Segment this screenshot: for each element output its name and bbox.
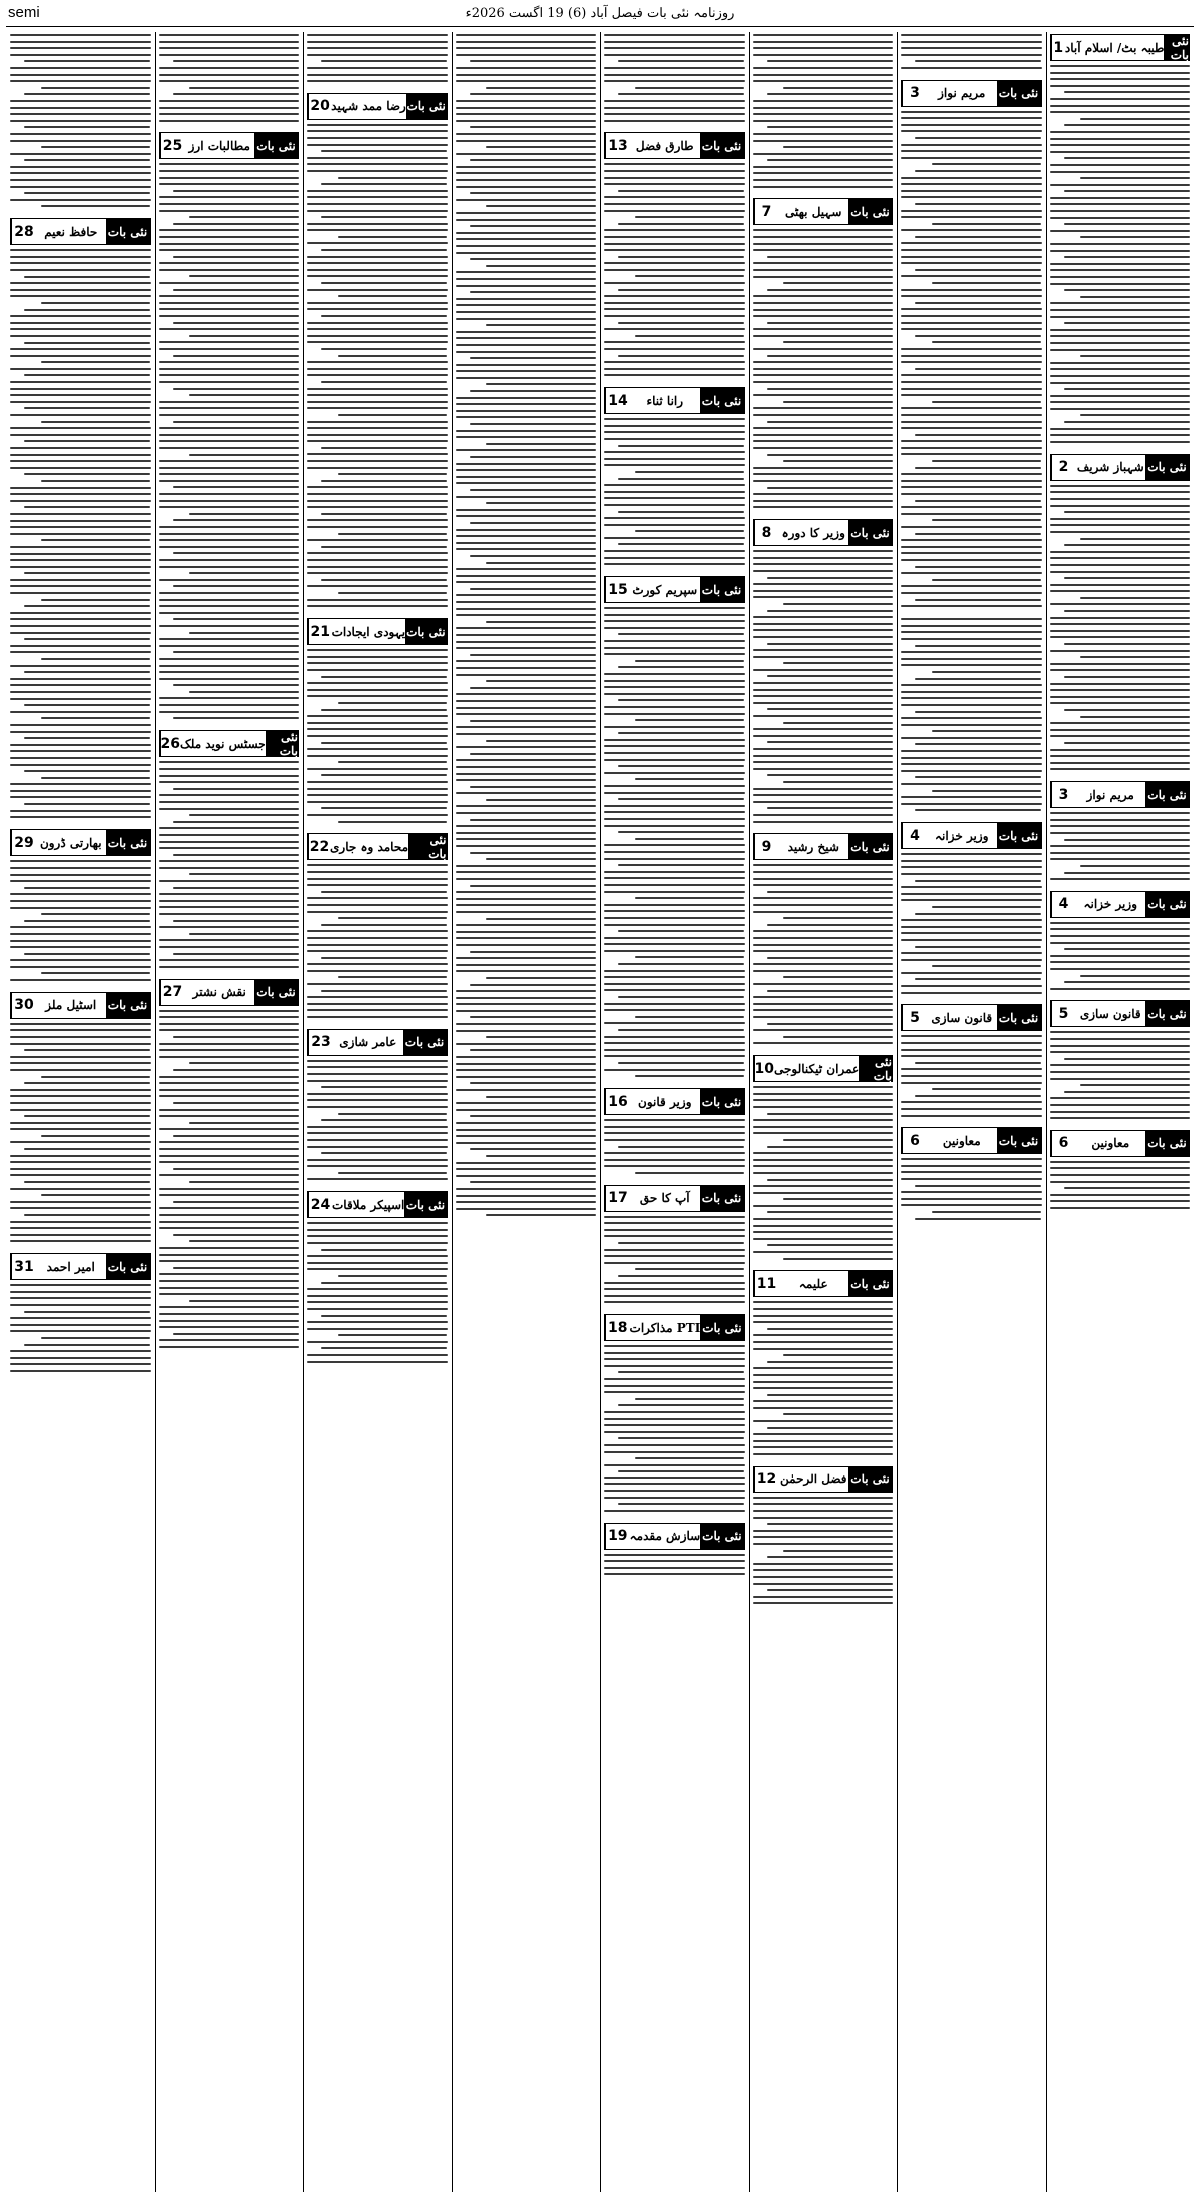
brand-label: نئی بات <box>700 1315 743 1340</box>
story-number: 13 <box>605 133 630 158</box>
story-number: 25 <box>160 133 185 158</box>
brand-label: نئی بات <box>700 388 744 413</box>
story-body-text <box>456 34 597 1221</box>
brand-label: نئی بات <box>848 199 892 224</box>
story-body-text <box>1050 1161 1191 1214</box>
story-number: 4 <box>902 823 927 848</box>
story-header[interactable] <box>1050 1000 1191 1027</box>
story-header[interactable] <box>753 198 894 225</box>
story-byline: اسٹیل ملز <box>45 998 97 1013</box>
brand-label: نئی بات <box>254 133 298 158</box>
story-body-text <box>307 1060 448 1185</box>
story-number: 19 <box>605 1524 630 1549</box>
story-header[interactable] <box>10 829 151 856</box>
story-number: 1 <box>1051 35 1065 60</box>
story-byline: وزیر خزانہ <box>1083 897 1137 912</box>
story-body-text <box>604 418 745 570</box>
story-byline: قانون سازی <box>1079 1006 1141 1021</box>
story-byline: جسٹس نوید ملک <box>179 736 266 751</box>
story-number: 2 <box>1051 455 1076 480</box>
story-header[interactable] <box>901 80 1042 107</box>
story-number: 30 <box>11 993 36 1018</box>
story-header[interactable] <box>307 833 448 860</box>
story-body-text <box>10 860 151 985</box>
story-header[interactable] <box>753 1270 894 1297</box>
story-body-text <box>159 163 300 723</box>
story-body-text <box>159 761 300 972</box>
story-byline: سازش مقدمہ <box>629 1529 701 1544</box>
story-body-text <box>1050 65 1191 447</box>
brand-label: نئی بات <box>859 1056 892 1081</box>
story-body-text <box>307 124 448 612</box>
news-column <box>600 32 749 2192</box>
story-number: 28 <box>11 219 36 244</box>
story-byline: علیمہ <box>798 1276 828 1291</box>
story-body-text <box>159 34 300 126</box>
story-header[interactable] <box>901 822 1042 849</box>
story-number: 3 <box>1051 782 1076 807</box>
brand-label: نئی بات <box>405 619 446 644</box>
page-dateline: روزنامہ نئی بات فیصل آباد (6) 19 اگست 2026ء <box>465 6 735 21</box>
story-number: 6 <box>902 1128 927 1153</box>
brand-label: نئی بات <box>408 834 447 859</box>
story-header[interactable] <box>901 1127 1042 1154</box>
story-body-text <box>10 1023 151 1247</box>
story-number: 12 <box>754 1467 779 1492</box>
story-byline: مریم نواز <box>1086 787 1134 802</box>
story-header[interactable] <box>753 1055 894 1082</box>
story-number: 15 <box>605 577 630 602</box>
brand-label: نئی بات <box>404 1192 446 1217</box>
story-number: 29 <box>11 830 36 855</box>
brand-label: نئی بات <box>997 1005 1041 1030</box>
story-number: 31 <box>11 1254 36 1279</box>
story-byline: محامد وہ جاری <box>330 839 408 854</box>
story-number: 21 <box>308 619 332 644</box>
story-byline: شہباز شریف <box>1076 460 1144 475</box>
story-byline: اسپیکر ملاقات <box>332 1197 405 1212</box>
story-header[interactable] <box>1050 34 1191 61</box>
story-body-text <box>901 111 1042 612</box>
brand-label: نئی بات <box>997 1128 1041 1153</box>
brand-label: نئی بات <box>106 219 150 244</box>
story-byline: طیبہ بٹ/ اسلام آباد <box>1064 40 1165 55</box>
brand-label: نئی بات <box>1145 455 1189 480</box>
story-byline: نقش نشتر <box>192 985 246 1000</box>
story-byline: عامر شازی <box>339 1035 397 1050</box>
story-body-text <box>753 1497 894 1609</box>
story-number: 22 <box>308 834 330 859</box>
story-body-text <box>307 649 448 827</box>
story-body-text <box>604 163 745 381</box>
story-byline: سہیل بھٹی <box>785 204 842 219</box>
story-number: 11 <box>754 1271 779 1296</box>
brand-label: نئی بات <box>700 133 744 158</box>
story-body-text <box>10 34 151 212</box>
brand-label: نئی بات <box>700 577 744 602</box>
brand-label: نئی بات <box>1145 782 1189 807</box>
story-number: 18 <box>605 1315 630 1340</box>
brand-label: نئی بات <box>106 830 150 855</box>
brand-label: نئی بات <box>848 1271 892 1296</box>
story-byline: طارق فضل <box>635 138 694 153</box>
newspaper-page <box>6 32 1194 2192</box>
story-header[interactable] <box>604 1088 745 1115</box>
story-number: 5 <box>1051 1001 1076 1026</box>
story-byline: آپ کا حق <box>639 1191 690 1206</box>
brand-label: نئی بات <box>700 1524 743 1549</box>
brand-label: نئی بات <box>700 1089 744 1114</box>
story-byline: وزیر کا دورہ <box>781 525 845 540</box>
story-body-text <box>604 607 745 1082</box>
story-number: 6 <box>1051 1131 1076 1156</box>
story-byline: حافظ نعیم <box>44 224 98 239</box>
story-number: 10 <box>754 1056 774 1081</box>
story-header[interactable] <box>159 979 300 1006</box>
story-body-text <box>901 34 1042 74</box>
brand-label: نئی بات <box>1145 1131 1189 1156</box>
story-body-text <box>901 618 1042 816</box>
story-header[interactable] <box>307 93 448 120</box>
brand-label: نئی بات <box>1145 1001 1189 1026</box>
story-number: 24 <box>308 1192 332 1217</box>
story-body-text <box>307 34 448 87</box>
story-header[interactable] <box>901 1004 1042 1031</box>
story-body-text <box>753 34 894 192</box>
story-byline: فضل الرحمٰن <box>780 1472 847 1487</box>
story-byline: معاونین <box>942 1133 981 1148</box>
brand-label: نئی بات <box>106 1254 150 1279</box>
news-column <box>1046 32 1195 2192</box>
news-column <box>303 32 452 2192</box>
story-byline: عمران ٹیکنالوجی <box>773 1061 860 1076</box>
story-byline: یہودی ایجادات <box>331 624 406 639</box>
story-body-text <box>753 1086 894 1264</box>
story-header[interactable] <box>753 1466 894 1493</box>
story-body-text <box>753 864 894 1049</box>
story-byline: بھارتی ڈرون <box>39 835 102 850</box>
story-header[interactable] <box>604 132 745 159</box>
story-header[interactable] <box>10 218 151 245</box>
brand-label: نئی بات <box>997 81 1041 106</box>
story-header[interactable] <box>604 576 745 603</box>
story-number: 9 <box>754 834 779 859</box>
story-number: 16 <box>605 1089 630 1114</box>
brand-label: نئی بات <box>997 823 1041 848</box>
story-body-text <box>604 1216 745 1308</box>
story-body-text <box>604 1119 745 1178</box>
brand-label: نئی بات <box>266 731 298 756</box>
news-column <box>6 32 155 2192</box>
story-header[interactable] <box>307 1191 448 1218</box>
story-body-text <box>307 864 448 1022</box>
story-body-text <box>10 1284 151 1376</box>
story-byline: وزیر خزانہ <box>935 828 989 843</box>
story-header[interactable] <box>753 519 894 546</box>
news-column <box>155 32 304 2192</box>
story-header[interactable] <box>159 730 300 757</box>
story-body-text <box>753 229 894 513</box>
story-body-text <box>901 853 1042 998</box>
story-number: 14 <box>605 388 630 413</box>
story-header[interactable] <box>10 992 151 1019</box>
story-header[interactable] <box>1050 891 1191 918</box>
story-number: 20 <box>308 94 331 119</box>
story-byline: رانا ثناء <box>646 393 684 408</box>
story-body-text <box>307 1222 448 1367</box>
story-byline: شیخ رشید <box>787 839 839 854</box>
story-header[interactable] <box>604 1185 745 1212</box>
story-byline: رضا ممد شہید <box>331 99 406 114</box>
story-number: 3 <box>902 81 927 106</box>
story-body-text <box>604 34 745 126</box>
brand-label: نئی بات <box>403 1030 447 1055</box>
story-number: 5 <box>902 1005 927 1030</box>
brand-label: نئی بات <box>1145 892 1189 917</box>
story-header[interactable] <box>604 1314 745 1341</box>
story-number: 8 <box>754 520 779 545</box>
brand-label: نئی بات <box>700 1186 744 1211</box>
brand-label: نئی بات <box>254 980 298 1005</box>
watermark-tag: semi <box>8 4 40 21</box>
story-number: 26 <box>160 731 180 756</box>
story-number: 17 <box>605 1186 630 1211</box>
story-body-text <box>901 1035 1042 1121</box>
story-byline: مریم نواز <box>938 86 986 101</box>
masthead <box>0 0 1200 36</box>
story-byline: معاونین <box>1091 1136 1130 1151</box>
news-column <box>897 32 1046 2192</box>
story-byline: PTI مذاکرات <box>629 1320 701 1335</box>
news-column <box>749 32 898 2192</box>
story-body-text <box>604 1345 745 1516</box>
brand-label: نئی بات <box>106 993 150 1018</box>
story-header[interactable] <box>1050 454 1191 481</box>
story-byline: مطالبات ارز <box>188 138 250 153</box>
news-column <box>452 32 601 2192</box>
story-body-text <box>1050 485 1191 775</box>
story-header[interactable] <box>159 132 300 159</box>
story-body-text <box>10 249 151 823</box>
story-byline: قانون سازی <box>931 1010 993 1025</box>
story-header[interactable] <box>753 833 894 860</box>
masthead-rule <box>6 26 1194 27</box>
story-body-text <box>159 1010 300 1353</box>
story-header[interactable] <box>1050 781 1191 808</box>
brand-label: نئی بات <box>848 520 892 545</box>
story-byline: سپریم کورٹ <box>632 582 698 597</box>
story-byline: امیر احمد <box>46 1259 95 1274</box>
story-body-text <box>901 1158 1042 1224</box>
story-header[interactable] <box>307 618 448 645</box>
story-header[interactable] <box>307 1029 448 1056</box>
story-body-text <box>1050 812 1191 885</box>
story-body-text <box>753 550 894 827</box>
story-header[interactable] <box>604 1523 745 1550</box>
story-number: 23 <box>308 1030 333 1055</box>
story-number: 7 <box>754 199 779 224</box>
story-body-text <box>1050 1031 1191 1123</box>
story-number: 27 <box>160 980 185 1005</box>
brand-label: نئی بات <box>848 834 892 859</box>
story-number: 4 <box>1051 892 1076 917</box>
story-body-text <box>604 1554 745 1580</box>
story-body-text <box>753 1301 894 1459</box>
brand-label: نئی بات <box>848 1467 892 1492</box>
brand-label: نئی بات <box>406 94 447 119</box>
story-header[interactable] <box>1050 1130 1191 1157</box>
story-header[interactable] <box>604 387 745 414</box>
story-header[interactable] <box>10 1253 151 1280</box>
brand-label: نئی بات <box>1164 35 1189 60</box>
story-body-text <box>1050 922 1191 995</box>
story-byline: وزیر قانون <box>638 1094 692 1109</box>
